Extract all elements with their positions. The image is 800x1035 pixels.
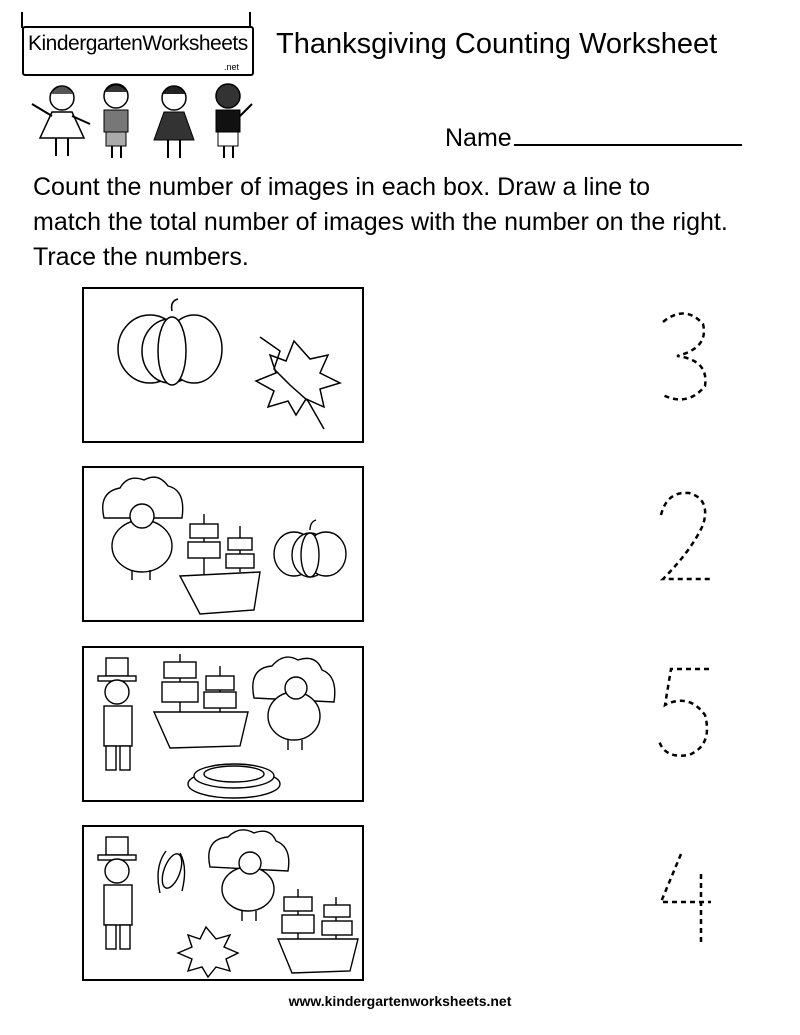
ship-icon bbox=[154, 654, 248, 748]
turkey-icon bbox=[253, 657, 335, 750]
trace-number-label: 2 bbox=[645, 487, 646, 488]
pie-icon bbox=[188, 764, 280, 798]
ship-icon bbox=[278, 889, 358, 973]
instruction-line: Count the number of images in each box. Draw a line to bbox=[33, 173, 651, 201]
turkey-icon bbox=[209, 830, 289, 921]
site-logo bbox=[18, 12, 256, 160]
picture-box-4 bbox=[82, 825, 364, 981]
pumpkin-icon bbox=[118, 299, 222, 385]
maple-leaf-icon bbox=[178, 927, 238, 977]
turkey-icon bbox=[103, 477, 183, 580]
picture-box-3 bbox=[82, 646, 364, 802]
name-label: Name bbox=[445, 124, 512, 152]
maple-leaf-icon bbox=[256, 337, 340, 429]
trace-number-4[interactable] bbox=[645, 850, 725, 950]
instructions bbox=[33, 170, 783, 275]
logo-text: KindergartenWorksheets bbox=[28, 32, 248, 55]
trace-number-label: 5 bbox=[645, 665, 646, 666]
pilgrim-icon bbox=[98, 837, 136, 949]
name-field[interactable] bbox=[445, 120, 742, 153]
picture-box-2 bbox=[82, 466, 364, 622]
footer-url[interactable]: www.kindergartenworksheets.net bbox=[288, 993, 512, 1009]
trace-number-label: 4 bbox=[645, 850, 646, 851]
pumpkin-icon bbox=[274, 520, 346, 577]
name-blank-line[interactable] bbox=[514, 120, 742, 146]
instruction-line: match the total number of images with the number on the right. bbox=[33, 208, 728, 236]
trace-number-3[interactable] bbox=[645, 308, 725, 408]
pilgrim-icon bbox=[98, 658, 136, 770]
corn-icon bbox=[158, 851, 186, 893]
trace-number-label: 3 bbox=[645, 308, 646, 309]
picture-box-1 bbox=[82, 287, 364, 443]
trace-number-5[interactable] bbox=[645, 665, 725, 765]
ship-icon bbox=[180, 514, 260, 614]
instruction-line: Trace the numbers. bbox=[33, 243, 249, 271]
trace-number-2[interactable] bbox=[645, 487, 725, 587]
worksheet-title: Thanksgiving Counting Worksheet bbox=[276, 28, 718, 60]
logo-suffix: .net bbox=[224, 62, 240, 72]
